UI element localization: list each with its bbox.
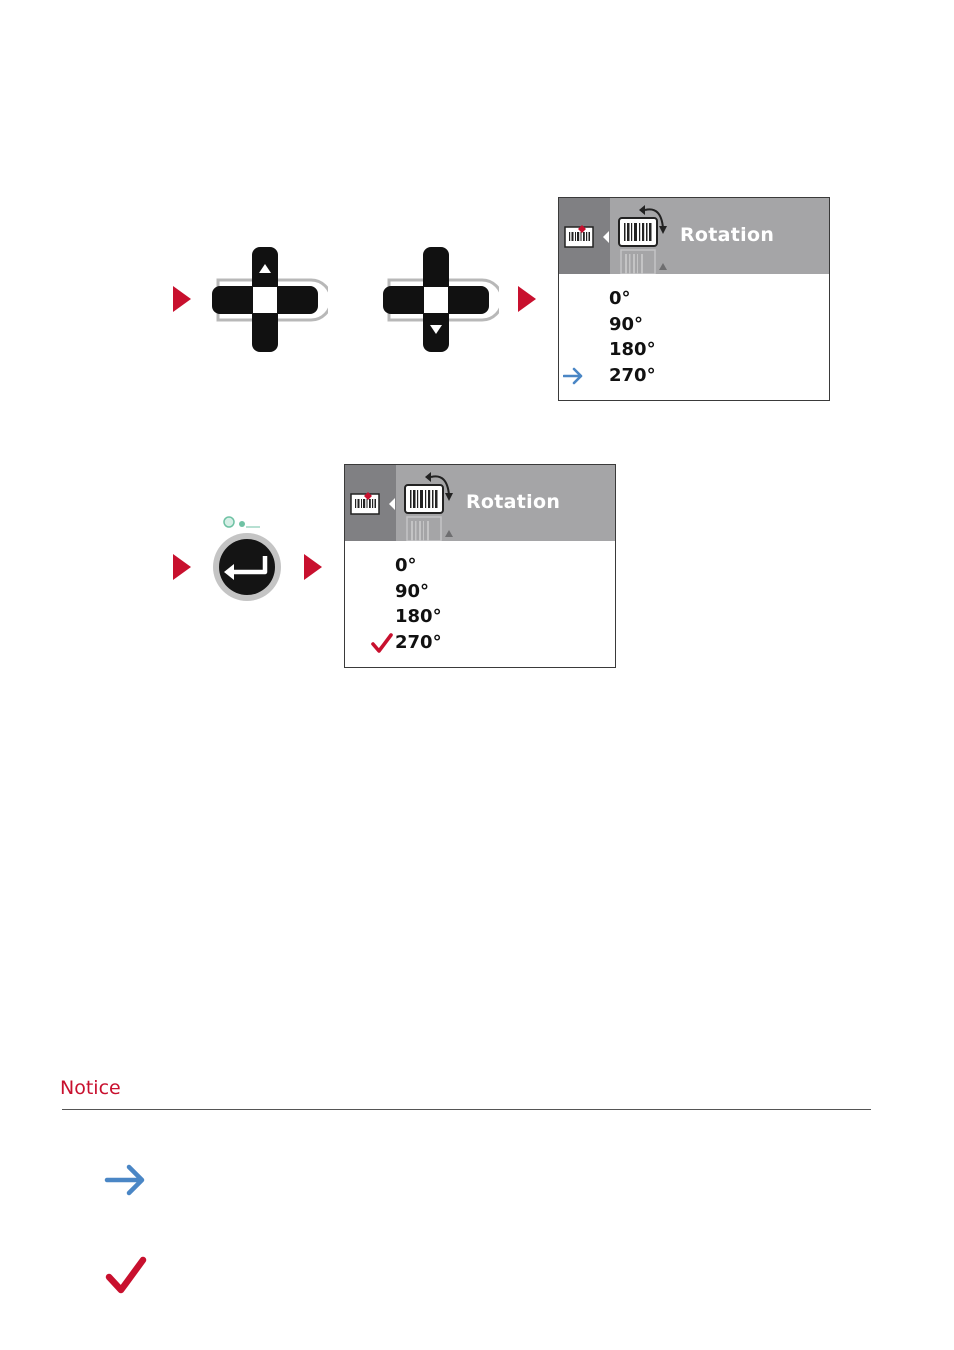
dpad-up-button[interactable]	[210, 246, 328, 354]
rotation-barcode-icon	[615, 204, 675, 274]
option-180[interactable]: 180°	[609, 339, 656, 360]
rotation-barcode-icon	[401, 471, 461, 541]
option-0[interactable]: 0°	[395, 555, 417, 576]
lcd-header	[345, 465, 615, 541]
step-arrow-icon	[173, 286, 191, 312]
lcd-title: Rotation	[466, 491, 561, 513]
option-90[interactable]: 90°	[395, 581, 430, 602]
arrow-right-icon	[104, 1163, 148, 1197]
arrow-right-icon	[563, 367, 585, 385]
notice-title: Notice	[60, 1077, 121, 1099]
checkmark-icon	[104, 1256, 148, 1296]
dpad-down-button[interactable]	[381, 246, 499, 354]
option-0[interactable]: 0°	[609, 288, 631, 309]
lcd-screen-rotation-confirmed	[344, 464, 616, 668]
checkmark-icon	[371, 632, 393, 654]
step-arrow-icon	[518, 286, 536, 312]
label-printer-icon	[563, 222, 609, 252]
enter-button[interactable]	[208, 513, 288, 603]
lcd-screen-rotation-select	[558, 197, 830, 401]
lcd-title: Rotation	[680, 224, 775, 246]
option-90[interactable]: 90°	[609, 314, 644, 335]
label-printer-icon	[349, 489, 395, 519]
option-270[interactable]: 270°	[395, 632, 442, 653]
step-arrow-icon	[304, 554, 322, 580]
option-180[interactable]: 180°	[395, 606, 442, 627]
option-270[interactable]: 270°	[609, 365, 656, 386]
lcd-header	[559, 198, 829, 274]
step-arrow-icon	[173, 554, 191, 580]
notice-divider	[62, 1109, 871, 1110]
